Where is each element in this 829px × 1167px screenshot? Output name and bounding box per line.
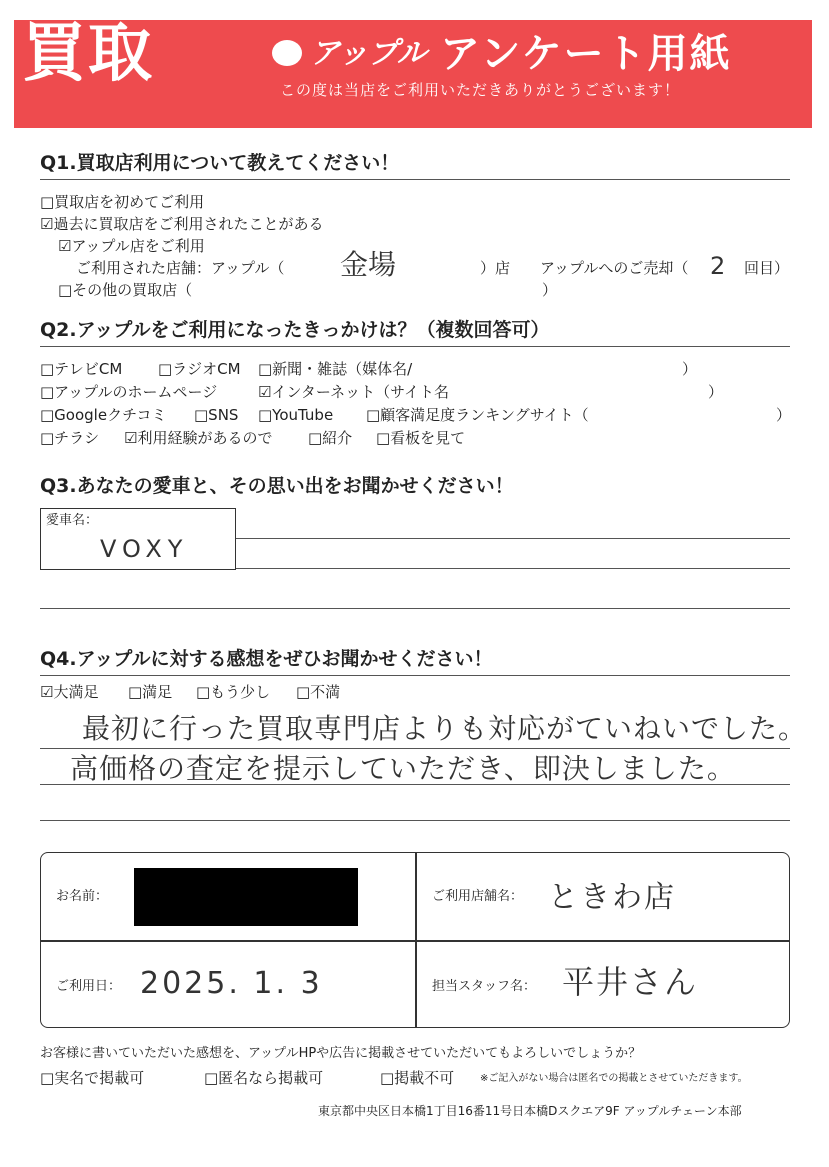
q4-very-satisfied[interactable]: ☑大満足	[40, 683, 99, 701]
q1-title: Q1.買取店利用について教えてください！	[40, 152, 400, 174]
consent-question: お客様に書いていただいた感想を、アップルHPや広告に掲載させていただいてもよろしいでしょうか？	[40, 1046, 642, 1061]
q1-option-apple[interactable]: ☑アップル店をご利用	[58, 237, 205, 255]
writing-line	[236, 568, 790, 569]
comment-line-2[interactable]: 高価格の査定を提示していただき、即決しました。	[70, 752, 736, 785]
q2-homepage[interactable]: □アップルのホームページ	[40, 383, 218, 401]
q1-count-label: アップルへのご売却（	[540, 259, 689, 277]
q1-store-suffix: ）店	[480, 259, 511, 277]
consent-real-name[interactable]: □実名で掲載可	[40, 1069, 145, 1087]
q1-option-first[interactable]: □買取店を初めてご利用	[40, 193, 205, 211]
q3-title: Q3.あなたの愛車と、その思い出をお聞かせください！	[40, 475, 514, 497]
q2-radio[interactable]: □ラジオCM	[158, 360, 241, 378]
q1-store-label: ご利用された店舗：アップル（	[76, 259, 285, 277]
writing-line	[40, 608, 790, 609]
form-title: アンケート用紙	[440, 31, 732, 77]
q2-signboard[interactable]: □看板を見て	[376, 429, 466, 447]
q2-ranking-close: ）	[776, 406, 792, 424]
car-name-label: 愛車名：	[46, 513, 99, 528]
apple-logo-text: アップル	[310, 36, 427, 71]
writing-line	[40, 820, 790, 821]
q2-sns[interactable]: □SNS	[194, 406, 239, 424]
store-name-value[interactable]: ときわ店	[548, 880, 676, 915]
staff-value[interactable]: 平井さん	[562, 963, 699, 1001]
q2-newspaper[interactable]: □新聞・雑誌（媒体名/	[258, 360, 413, 378]
q2-google[interactable]: □Googleクチコミ	[40, 406, 167, 424]
apple-logo-icon	[272, 40, 302, 66]
q1-count-value[interactable]: 2	[710, 252, 726, 280]
q1-option-other[interactable]: □その他の買取店（	[58, 281, 193, 299]
q2-flyer[interactable]: □チラシ	[40, 429, 100, 447]
divider	[40, 346, 790, 347]
q1-option-past[interactable]: ☑過去に買取店をご利用されたことがある	[40, 215, 324, 233]
kaitori-logo: 買取	[22, 17, 154, 91]
staff-label: 担当スタッフ名：	[432, 979, 537, 994]
divider	[40, 179, 790, 180]
date-label: ご利用日：	[56, 979, 122, 994]
divider	[40, 675, 790, 676]
consent-anonymous[interactable]: □匿名なら掲載可	[204, 1069, 324, 1087]
q2-referral[interactable]: □紹介	[308, 429, 353, 447]
consent-note: ※ご記入がない場合は匿名での掲載とさせていただきます。	[480, 1073, 748, 1084]
q1-store-value[interactable]: 金場	[340, 248, 397, 281]
form-subtitle: この度は当店をご利用いただきありがとうございます！	[280, 81, 681, 99]
comment-line-1[interactable]: 最初に行った買取専門店よりも対応がていねいでした。	[82, 712, 808, 745]
q2-internet[interactable]: ☑インターネット（サイト名	[258, 383, 450, 401]
car-name-value[interactable]: VOXY	[100, 535, 189, 563]
q4-satisfied[interactable]: □満足	[128, 683, 173, 701]
consent-not-allowed[interactable]: □掲載不可	[380, 1069, 455, 1087]
q2-tv[interactable]: □テレビCM	[40, 360, 123, 378]
address: 東京都中央区日本橋1丁目16番11号日本橋Dスクエア9F アップルチェーン本部	[318, 1104, 742, 1118]
q2-title: Q2.アップルをご利用になったきっかけは？（複数回答可）	[40, 319, 550, 341]
q2-internet-close: ）	[708, 383, 724, 401]
store-name-label: ご利用店舗名：	[432, 889, 524, 904]
q2-ranking[interactable]: □顧客満足度ランキングサイト（	[366, 406, 589, 424]
info-divider-horizontal	[40, 940, 790, 942]
q4-dissatisfied[interactable]: □不満	[296, 683, 341, 701]
q4-so-so[interactable]: □もう少し	[196, 683, 271, 701]
writing-line	[236, 538, 790, 539]
q1-count-suffix: 回目）	[744, 259, 790, 277]
q2-newspaper-close: ）	[682, 360, 698, 378]
name-label: お名前：	[56, 889, 109, 904]
q4-title: Q4.アップルに対する感想をぜひお聞かせください！	[40, 648, 493, 670]
writing-line	[40, 748, 790, 749]
redacted-name	[134, 868, 358, 926]
q2-experience[interactable]: ☑利用経験があるので	[124, 429, 273, 447]
q1-option-other-close: ）	[542, 281, 558, 299]
q2-youtube[interactable]: □YouTube	[258, 406, 334, 424]
date-value[interactable]: 2025. 1. 3	[140, 966, 323, 1001]
